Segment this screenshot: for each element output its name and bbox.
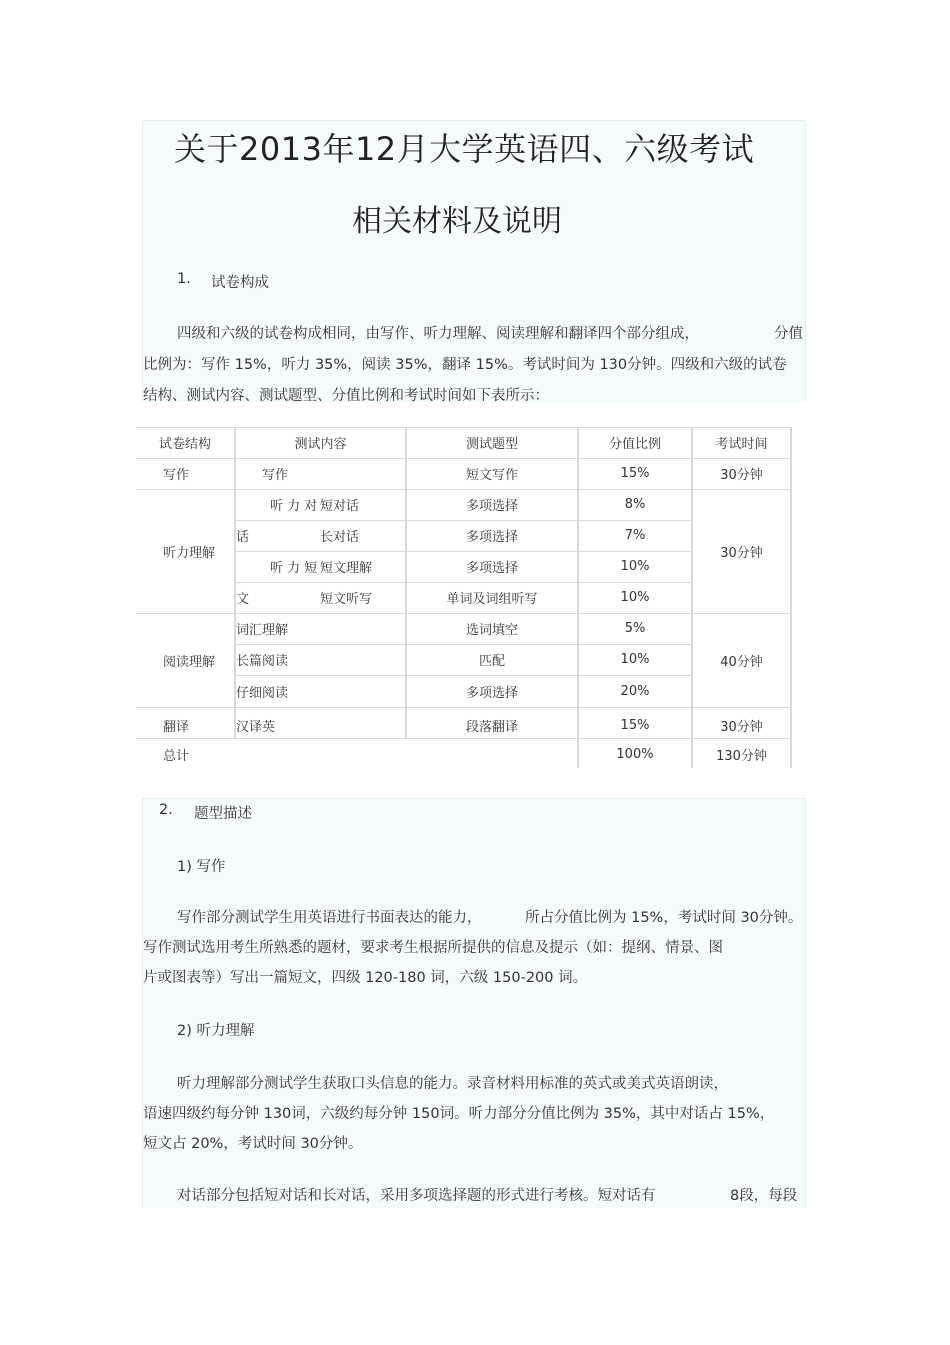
section1-number: 1. bbox=[177, 271, 191, 287]
col-header-content: 测试内容 bbox=[294, 437, 347, 452]
col-header-part: 试卷结构 bbox=[158, 437, 211, 452]
table-cell-ratio: 15% bbox=[620, 718, 650, 733]
writing-para-line2: 写作测试选用考生所熟悉的题材，要求考生根据所提供的信息及提示（如：提纲、情景、图 bbox=[143, 940, 723, 956]
table-cell-group-conversation-cont: 话 bbox=[236, 530, 250, 545]
table-cell-content: 短文听写 bbox=[320, 592, 373, 607]
table-cell-content: 短对话 bbox=[320, 499, 360, 514]
section2-heading: 题型描述 bbox=[194, 806, 252, 822]
listening-para-line2: 语速四级约每分钟 130词，六级约每分钟 150词。听力部分分值比例为 35%，其中对话占 15%， bbox=[143, 1106, 775, 1122]
table-cell-total-ratio: 100% bbox=[616, 747, 654, 762]
col-header-time: 考试时间 bbox=[715, 437, 768, 452]
table-cell-type: 多项选择 bbox=[465, 530, 518, 545]
table-cell-type: 段落翻译 bbox=[465, 720, 518, 735]
section2-number: 2. bbox=[159, 802, 173, 818]
table-cell-type: 多项选择 bbox=[465, 561, 518, 576]
subheading-listening: 2) 听力理解 bbox=[177, 1023, 255, 1039]
section1-para-line2: 比例为：写作 15%，听力 35%，阅读 35%，翻译 15%。考试时间为 130分钟。四级和六级的试卷 bbox=[143, 357, 787, 373]
table-cell-part-reading: 阅读理解 bbox=[162, 654, 215, 670]
page-title-line2: 相关材料及说明 bbox=[352, 204, 562, 239]
table-cell-total-label: 总计 bbox=[162, 749, 189, 764]
table-cell-ratio: 8% bbox=[624, 497, 646, 512]
table-cell-content: 长对话 bbox=[320, 530, 360, 545]
writing-para-line1: 写作部分测试学生用英语进行书面表达的能力， bbox=[177, 910, 482, 926]
table-cell-group-passage-cont: 文 bbox=[236, 592, 250, 607]
table-cell-time: 40分钟 bbox=[720, 654, 763, 670]
table-cell-type: 多项选择 bbox=[465, 499, 518, 514]
conversation-para-line1: 对话部分包括短对话和长对话，采用多项选择题的形式进行考核。短对话有 bbox=[177, 1188, 656, 1204]
table-cell-type: 单词及词组听写 bbox=[446, 592, 538, 607]
table-cell-type: 多项选择 bbox=[465, 685, 518, 701]
exam-structure-table bbox=[136, 427, 792, 768]
table-cell-time: 30分钟 bbox=[720, 468, 763, 483]
table-cell-part-translation: 翻译 bbox=[162, 720, 189, 735]
writing-para-line3: 片或图表等）写出一篇短文，四级 120-180 词，六级 150-200 词。 bbox=[143, 970, 588, 986]
table-cell-ratio: 20% bbox=[620, 683, 650, 699]
table-cell-type: 短文写作 bbox=[465, 468, 518, 483]
table-cell-ratio: 7% bbox=[624, 528, 646, 543]
section1-para-line3: 结构、测试内容、测试题型、分值比例和考试时间如下表所示： bbox=[143, 388, 549, 404]
table-cell-ratio: 10% bbox=[620, 590, 650, 605]
table-cell-time: 30分钟 bbox=[720, 720, 763, 735]
writing-para-line1-tail: 所占分值比例为 15%，考试时间 30分钟。 bbox=[525, 910, 803, 926]
table-cell-content: 仔细阅读 bbox=[236, 685, 289, 701]
table-cell-content: 词汇理解 bbox=[236, 623, 289, 638]
section1-para-line1-tail: 分值 bbox=[774, 326, 803, 342]
table-cell-total-time: 130分钟 bbox=[716, 749, 767, 764]
table-cell-time: 30分钟 bbox=[720, 545, 763, 561]
table-cell-part-writing: 写作 bbox=[162, 468, 189, 483]
listening-para-line1: 听力理解部分测试学生获取口头信息的能力。录音材料用标准的英式或美式英语朗读， bbox=[177, 1076, 728, 1092]
section1-para-line1: 四级和六级的试卷构成相同，由写作、听力理解、阅读理解和翻译四个部分组成， bbox=[177, 326, 699, 342]
table-cell-ratio: 10% bbox=[620, 559, 650, 574]
subheading-writing: 1) 写作 bbox=[177, 859, 226, 875]
col-header-type: 测试题型 bbox=[465, 437, 518, 452]
listening-para-line3: 短文占 20%，考试时间 30分钟。 bbox=[143, 1136, 363, 1152]
table-cell-content: 汉译英 bbox=[236, 720, 276, 735]
table-cell-ratio: 5% bbox=[624, 621, 646, 636]
table-cell-ratio: 10% bbox=[620, 652, 650, 667]
section1-heading: 试卷构成 bbox=[211, 275, 269, 291]
table-cell-part-listening: 听力理解 bbox=[162, 545, 215, 561]
col-header-ratio: 分值比例 bbox=[608, 437, 661, 452]
table-cell-content: 短文理解 bbox=[320, 561, 373, 576]
table-cell-content: 长篇阅读 bbox=[236, 654, 289, 669]
table-cell-content: 写作 bbox=[261, 468, 288, 483]
page-title-line1: 关于2013年12月大学英语四、六级考试 bbox=[174, 130, 755, 168]
table-cell-ratio: 15% bbox=[620, 466, 650, 481]
table-cell-type: 选词填空 bbox=[465, 623, 518, 638]
table-cell-type: 匹配 bbox=[478, 654, 505, 669]
conversation-para-line1-tail: 8段，每段 bbox=[730, 1188, 798, 1204]
table-cell-group-passage: 听 力 短 bbox=[270, 561, 318, 576]
table-cell-group-conversation: 听 力 对 bbox=[270, 499, 318, 514]
